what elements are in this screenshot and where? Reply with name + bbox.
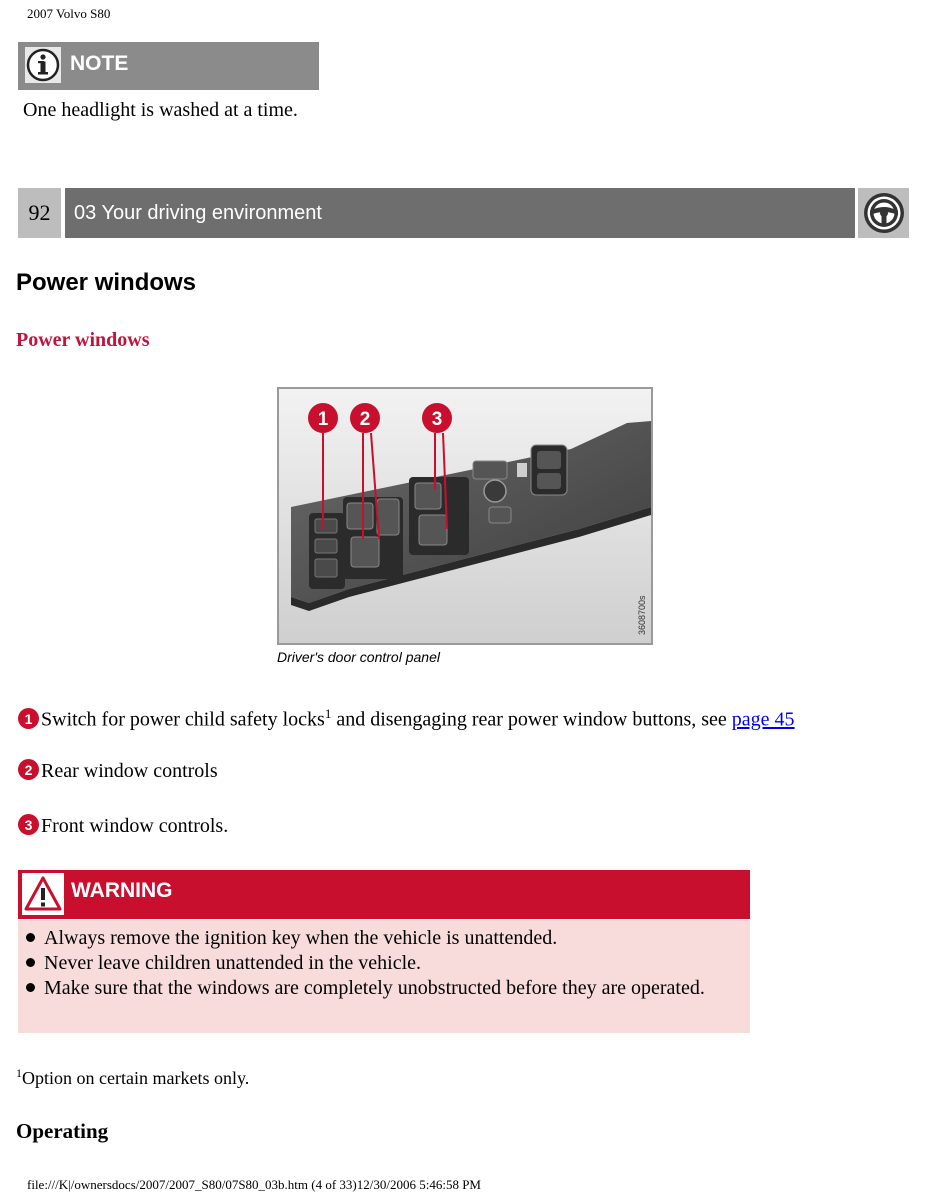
warning-item: Make sure that the windows are completely unobstructed before they are operated.: [23, 976, 723, 1001]
svg-text:2: 2: [359, 409, 371, 430]
footnote: $^1$Option on certain markets only.: [16, 1066, 250, 1088]
warning-banner: [18, 870, 750, 919]
svg-text:1: 1: [24, 710, 33, 727]
svg-text:2: 2: [24, 762, 33, 778]
warning-title: WARNING: [71, 879, 173, 902]
warning-list: [23, 926, 723, 1001]
figure-callout-1: [308, 403, 338, 433]
item-text: Rear window controls: [41, 760, 218, 782]
number-2-icon: [18, 759, 39, 780]
item-text: and disengaging rear power window buttons, see: [331, 708, 732, 731]
page-number: 92: [18, 188, 61, 238]
bullet-icon: [26, 933, 35, 942]
door-control-panel-image: [277, 387, 653, 645]
note-title: NOTE: [70, 52, 129, 75]
svg-text:1: 1: [317, 409, 329, 430]
item-text: Switch for power child safety locks: [41, 708, 325, 731]
figure-code: 3608700s: [637, 595, 647, 635]
list-item: [18, 701, 908, 733]
warning-triangle-icon: [22, 873, 64, 915]
bullet-icon: [26, 958, 35, 967]
operating-heading: Operating: [16, 1119, 109, 1143]
figure-callout-3: [422, 403, 452, 433]
steering-wheel-icon: [862, 191, 906, 235]
svg-text:3: 3: [24, 817, 33, 833]
svg-text:3: 3: [431, 409, 443, 430]
list-item: [18, 758, 218, 784]
footnote-reference: 1: [324, 706, 332, 721]
number-3-icon: [18, 814, 39, 835]
figure-caption: Driver's door control panel: [277, 649, 440, 665]
note-banner: [18, 42, 319, 90]
note-text: One headlight is washed at a time.: [23, 99, 298, 121]
chapter-banner: [65, 188, 855, 238]
file-path-footer: file:///K|/ownersdocs/2007/2007_S80/07S80_03b.htm (4 of 33)12/30/2006 5:46:58 PM: [27, 1177, 481, 1192]
list-item: [18, 813, 228, 839]
item-text: Front window controls.: [41, 815, 229, 837]
document-header: 2007 Volvo S80: [27, 6, 111, 21]
warning-body: [18, 920, 750, 1033]
chapter-title: 03 Your driving environment: [74, 202, 322, 224]
number-1-icon: [18, 708, 39, 729]
page-45-link[interactable]: page 45: [731, 708, 795, 731]
warning-item: Never leave children unattended in the vehicle.: [23, 951, 723, 976]
info-icon: [25, 47, 61, 83]
chapter-icon-box: [858, 188, 909, 238]
figure-callout-2: [350, 403, 380, 433]
bullet-icon: [26, 983, 35, 992]
subsection-heading: Power windows: [16, 329, 150, 351]
section-heading: Power windows: [16, 269, 197, 296]
warning-item: Always remove the ignition key when the vehicle is unattended.: [23, 926, 723, 951]
